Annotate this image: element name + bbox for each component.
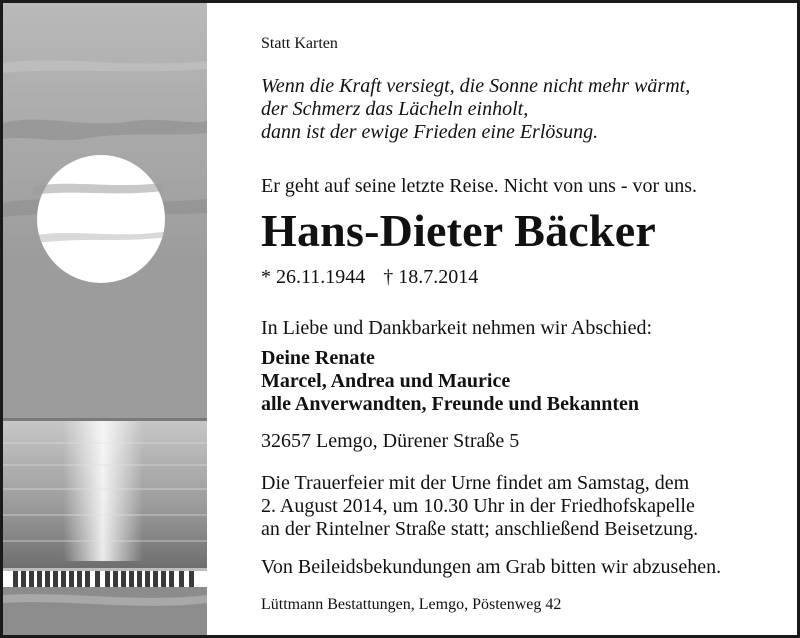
poem [261, 75, 690, 144]
deceased-name: Hans-Dieter Bäcker [261, 205, 656, 256]
poem-line: der Schmerz das Lächeln einholt, [261, 98, 529, 120]
birth-date: * 26.11.1944 [261, 266, 366, 288]
mourner-line: alle Anverwandten, Freunde und Bekannten [261, 393, 640, 415]
ceremony-line: Die Trauerfeier mit der Urne findet am Samstag, dem [261, 472, 690, 494]
ceremony-line: 2. August 2014, um 10.30 Uhr in der Friedhofskapelle [261, 495, 695, 517]
life-dates [261, 266, 496, 289]
header-statt-karten: Statt Karten [261, 35, 338, 52]
family-address: 32657 Lemgo, Dürener Straße 5 [261, 430, 520, 452]
mourners-list [261, 347, 639, 416]
intro-line: Er geht auf seine letzte Reise. Nicht von uns - vor uns. [261, 175, 697, 197]
mourner-line: Marcel, Andrea und Maurice [261, 370, 511, 392]
ceremony-details [261, 472, 698, 541]
funeral-home: Lüttmann Bestattungen, Lemgo, Pöstenweg 42 [261, 596, 562, 613]
sunset-sea-image [3, 3, 207, 635]
mourner-line: Deine Renate [261, 347, 375, 369]
poem-line: Wenn die Kraft versiegt, die Sonne nicht mehr wärmt, [261, 75, 691, 97]
condolence-note: Von Beileidsbekundungen am Grab bitten wir abzusehen. [261, 556, 722, 578]
ceremony-line: an der Rintelner Straße statt; anschließend Beisetzung. [261, 518, 699, 540]
poem-line: dann ist der ewige Frieden eine Erlösung. [261, 121, 599, 143]
death-date: † 18.7.2014 [383, 266, 479, 288]
farewell-line: In Liebe und Dankbarkeit nehmen wir Abschied: [261, 317, 652, 339]
